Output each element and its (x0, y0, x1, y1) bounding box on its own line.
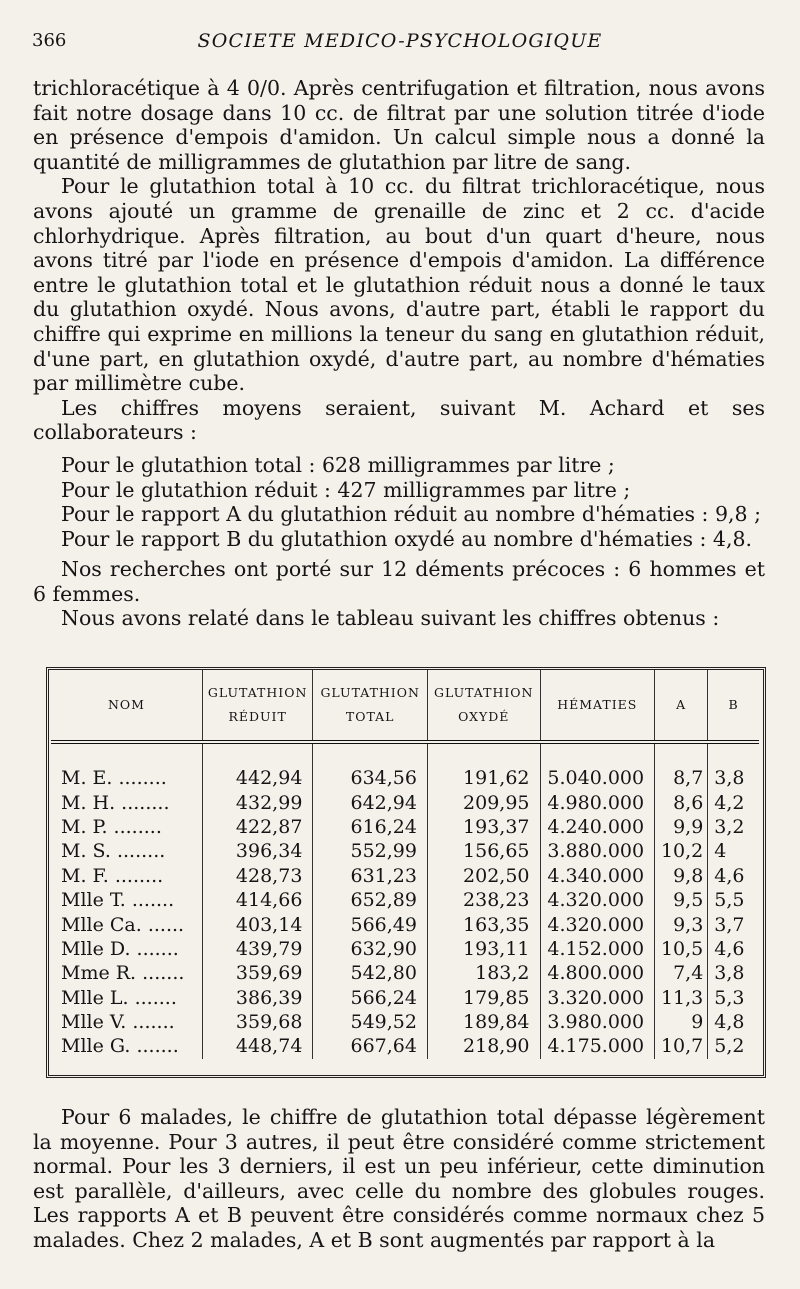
cell-reduit: 359,68 (202, 1010, 312, 1034)
cell-hematies: 3.980.000 (540, 1010, 655, 1034)
cell-reduit: 448,74 (202, 1034, 312, 1058)
cell-nom: M. F. ........ (61, 864, 164, 887)
cell-reduit: 359,69 (202, 961, 312, 985)
cell-b: 4,2 (708, 790, 759, 814)
col-header-total: GLUTATHION TOTAL (313, 670, 428, 742)
cell-hematies: 4.980.000 (540, 790, 655, 814)
list-item: Pour le rapport A du glutathion réduit au nombre d'hématies : 9,8 ; (61, 502, 761, 527)
cell-b: 4,6 (708, 864, 759, 888)
cell-oxyde: 209,95 (427, 790, 540, 814)
table-row (51, 986, 759, 1010)
cell-b: 3,7 (708, 912, 759, 936)
cell-nom: Mlle D. ....... (61, 937, 179, 960)
cell-hematies: 4.320.000 (540, 912, 655, 936)
cell-nom: M. E. ........ (61, 767, 167, 790)
cell-nom: Mlle T. ....... (61, 889, 175, 912)
cell-nom: Mme R. ....... (61, 962, 185, 985)
table-row (51, 888, 759, 912)
cell-oxyde: 218,90 (427, 1034, 540, 1058)
cell-reduit: 403,14 (202, 912, 312, 936)
cell-nom: M. P. ........ (61, 815, 162, 838)
cell-oxyde: 189,84 (427, 1010, 540, 1034)
running-title: SOCIETE MEDICO-PSYCHOLOGIQUE (197, 30, 603, 52)
cell-total: 566,24 (313, 986, 428, 1010)
cell-oxyde: 202,50 (427, 864, 540, 888)
cell-total: 667,64 (313, 1034, 428, 1058)
cell-a: 9,3 (655, 912, 708, 936)
cell-reduit: 442,94 (202, 742, 312, 790)
cell-hematies: 4.240.000 (540, 815, 655, 839)
cell-nom: Mlle G. ....... (61, 1035, 179, 1058)
col-header-reduit: GLUTATHION RÉDUIT (202, 670, 312, 742)
cell-b: 5,2 (708, 1034, 759, 1058)
cell-hematies: 5.040.000 (540, 742, 655, 790)
cell-total: 631,23 (313, 864, 428, 888)
cell-b: 4,6 (708, 937, 759, 961)
table-row (51, 864, 759, 888)
cell-hematies: 4.320.000 (540, 888, 655, 912)
cell-oxyde: 191,62 (427, 742, 540, 790)
table-row (51, 815, 759, 839)
cell-oxyde: 193,37 (427, 815, 540, 839)
results-table (51, 670, 759, 1059)
list-item: Pour le glutathion réduit : 427 milligrammes par litre ; (61, 477, 631, 502)
cell-total: 549,52 (313, 1010, 428, 1034)
table-row (51, 961, 759, 985)
cell-reduit: 386,39 (202, 986, 312, 1010)
cell-b: 5,3 (708, 986, 759, 1010)
cell-total: 542,80 (313, 961, 428, 985)
table-row (51, 1010, 759, 1034)
body-text-bottom (33, 1105, 765, 1253)
col-header-oxyde: GLUTATHION OXYDÉ (427, 670, 540, 742)
cell-total: 632,90 (313, 937, 428, 961)
cell-oxyde: 193,11 (427, 937, 540, 961)
cell-total: 552,99 (313, 839, 428, 863)
averages-list (33, 453, 765, 551)
cell-reduit: 428,73 (202, 864, 312, 888)
cell-hematies: 4.152.000 (540, 937, 655, 961)
paragraph: trichloracétique à 4 0/0. Après centrifugation et filtration, nous avons fait notre dosage dans 10 cc. de filtrat par une solution titrée d'iode en présence d'empois d'amidon. Un calcul simple nous a donné la quantité de milligrammes de glutathion par litre de sang. (33, 76, 765, 174)
cell-b: 4,8 (708, 1010, 759, 1034)
cell-a: 9,9 (655, 815, 708, 839)
cell-a: 9 (655, 1010, 708, 1034)
cell-reduit: 396,34 (202, 839, 312, 863)
col-header-hematies: HÉMATIES (540, 670, 655, 742)
cell-oxyde: 156,65 (427, 839, 540, 863)
list-item: Pour le rapport B du glutathion oxydé au nombre d'hématies : 4,8. (61, 526, 753, 551)
table-row (51, 937, 759, 961)
cell-reduit: 422,87 (202, 815, 312, 839)
col-header-nom: NOM (51, 670, 202, 742)
cell-nom: M. H. ........ (61, 791, 170, 814)
col-header-a: A (655, 670, 708, 742)
table-row (51, 742, 759, 790)
cell-b: 3,8 (708, 742, 759, 790)
page-header (32, 30, 768, 54)
cell-oxyde: 163,35 (427, 912, 540, 936)
cell-oxyde: 238,23 (427, 888, 540, 912)
cell-total: 616,24 (313, 815, 428, 839)
cell-total: 566,49 (313, 912, 428, 936)
cell-reduit: 432,99 (202, 790, 312, 814)
cell-a: 10,2 (655, 839, 708, 863)
cell-a: 10,7 (655, 1034, 708, 1058)
cell-nom: Mlle V. ....... (61, 1011, 175, 1034)
page-number: 366 (32, 30, 67, 51)
cell-hematies: 4.175.000 (540, 1034, 655, 1058)
body-text-top (33, 76, 765, 631)
table-row (51, 912, 759, 936)
cell-total: 634,56 (313, 742, 428, 790)
cell-hematies: 4.340.000 (540, 864, 655, 888)
table-header-row (51, 670, 759, 742)
cell-a: 7,4 (655, 961, 708, 985)
list-item: Pour le glutathion total : 628 milligrammes par litre ; (61, 452, 615, 477)
cell-b: 5,5 (708, 888, 759, 912)
cell-b: 4 (708, 839, 759, 863)
paragraph: Pour 6 malades, le chiffre de glutathion total dépasse légèrement la moyenne. Pour 3 autres, il peut être considéré comme strictement normal. Pour les 3 derniers, il est un peu inférieur, cette diminution est parallèle, d'ailleurs, avec celle du nombre des globules rouges. Les rapports A et B peuvent être considérés comme normaux chez 5 malades. Chez 2 malades, A et B sont augmentés par rapport à la (33, 1105, 765, 1252)
cell-a: 8,7 (655, 742, 708, 790)
cell-oxyde: 183,2 (427, 961, 540, 985)
cell-a: 8,6 (655, 790, 708, 814)
cell-nom: Mlle L. ....... (61, 986, 177, 1009)
cell-total: 652,89 (313, 888, 428, 912)
cell-a: 11,3 (655, 986, 708, 1010)
cell-a: 9,8 (655, 864, 708, 888)
cell-hematies: 3.880.000 (540, 839, 655, 863)
table-row (51, 839, 759, 863)
cell-b: 3,8 (708, 961, 759, 985)
cell-reduit: 414,66 (202, 888, 312, 912)
cell-total: 642,94 (313, 790, 428, 814)
cell-a: 10,5 (655, 937, 708, 961)
paragraph: Nos recherches ont porté sur 12 déments précoces : 6 hommes et 6 femmes. (33, 557, 765, 606)
cell-hematies: 3.320.000 (540, 986, 655, 1010)
cell-reduit: 439,79 (202, 937, 312, 961)
cell-b: 3,2 (708, 815, 759, 839)
paragraph: Les chiffres moyens seraient, suivant M. Achard et ses collaborateurs : (33, 395, 765, 445)
cell-nom: Mlle Ca. ...... (61, 913, 185, 936)
cell-oxyde: 179,85 (427, 986, 540, 1010)
cell-nom: M. S. ........ (61, 840, 166, 863)
paragraph: Pour le glutathion total à 10 cc. du filtrat trichloracétique, nous avons ajouté un gramme de grenaille de zinc et 2 cc. d'acide chlorhydrique. Après filtration, au bout d'un quart d'heure, nous avons titré par l'iode en présence d'empois d'amidon. La différence entre le glutathion total et le glutathion réduit nous a donné le taux du glutathion oxydé. Nous avons, d'autre part, établi le rapport du chiffre qui exprime en millions la teneur du sang en glutathion réduit, d'une part, en glutathion oxydé, d'autre part, au nombre d'hématies par millimètre cube. (33, 174, 765, 396)
col-header-b: B (708, 670, 759, 742)
table-row (51, 1034, 759, 1058)
results-table-frame (46, 667, 766, 1078)
table-row (51, 790, 759, 814)
paragraph: Nous avons relaté dans le tableau suivant les chiffres obtenus : (61, 606, 720, 631)
cell-a: 9,5 (655, 888, 708, 912)
cell-hematies: 4.800.000 (540, 961, 655, 985)
